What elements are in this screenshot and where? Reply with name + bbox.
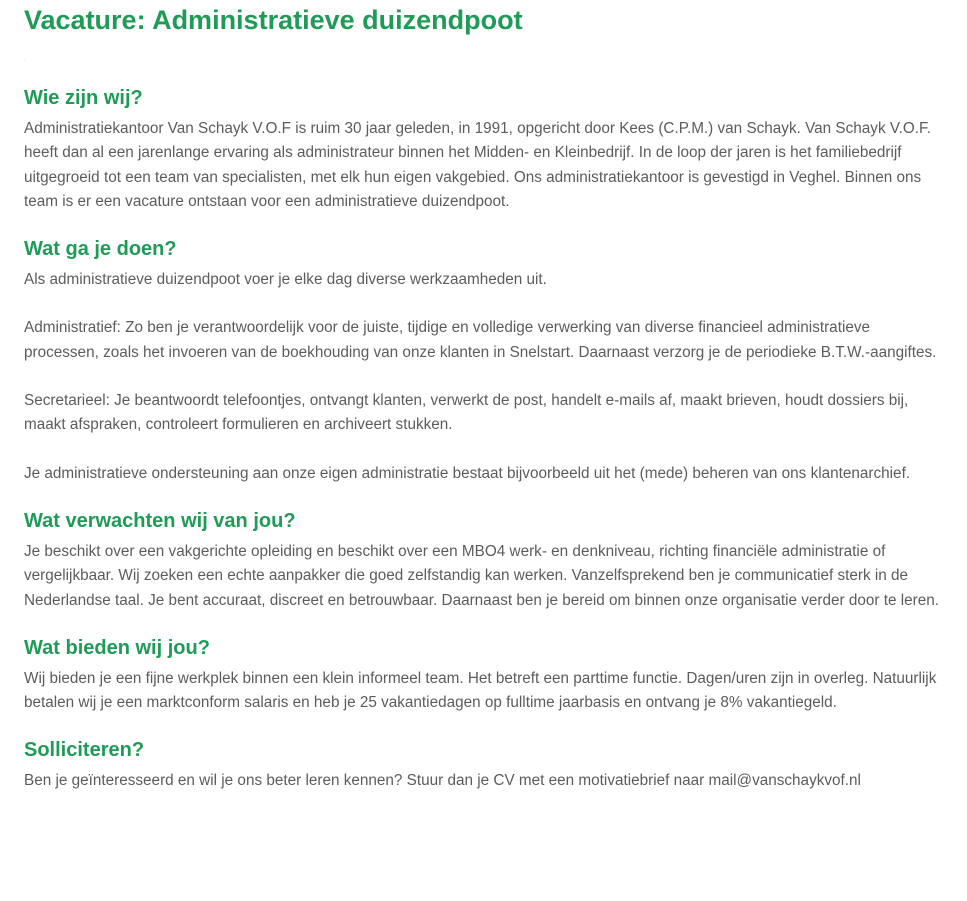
section-paragraph: Je beschikt over een vakgerichte opleiding en beschikt over een MBO4 werk- en denkniveau, richting financiële administratie of vergelijkbaar. Wij zoeken een echte aanpakker die goed zelfstandig kan werken. Vanzelfsprekend ben je communicatief sterk in de Nederlandse taal. Je bent accuraat, discreet en betrouwbaar. Daarnaast ben je bereid om binnen onze organisatie verder door te leren. <box>24 542 939 609</box>
section-what-we-expect <box>24 509 943 613</box>
section-paragraph: Wij bieden je een fijne werkplek binnen een klein informeel team. Het betreft een parttime functie. Dagen/uren zijn in overleg. Natuurlijk betalen wij je een marktconform salaris en heb je 25 vakantiedagen op fulltime jaarbasis en ontvang je 8% vakantiegeld. <box>24 669 937 712</box>
section-paragraph: Ben je geïnteresseerd en wil je ons beter leren kennen? Stuur dan je CV met een motivatiebrief naar mail@vanschaykvof.nl <box>24 772 861 790</box>
page-title: Vacature: Administratieve duizendpoot <box>24 5 523 35</box>
section-heading: Wat verwachten wij van jou? <box>24 509 296 532</box>
section-heading: Wat ga je doen? <box>24 238 177 261</box>
section-paragraph: Als administratieve duizendpoot voer je elke dag diverse werkzaamheden uit. <box>24 271 547 289</box>
section-heading: Wie zijn wij? <box>24 87 143 109</box>
decorative-dot: . <box>24 56 26 62</box>
section-heading: Wat bieden wij jou? <box>24 636 210 659</box>
section-heading: Solliciteren? <box>24 739 145 762</box>
section-paragraph: Administratiekantoor Van Schayk V.O.F is ruim 30 jaar geleden, in 1991, opgericht door Kees (C.P.M.) van Schayk. Van Schayk V.O.F. heeft dan al een jarenlange ervaring als administrateur binnen het Midden- en Kleinbedrijf. In de loop der jaren is het familiebedrijf uitgegroeid tot een team van specialisten, met elk hun eigen vakgebied. Ons administratiekantoor is gevestigd in Veghel. Binnen ons team is er een vacature ontstaan voor een administratieve duizendpoot. <box>24 120 931 210</box>
section-paragraph: Secretarieel: Je beantwoordt telefoontjes, ontvangt klanten, verwerkt de post, handelt e-mails af, maakt brieven, houdt dossiers bij, maakt afspraken, controleert formulieren en archiveert stukken. <box>24 392 909 434</box>
section-what-will-you-do <box>24 237 943 486</box>
section-paragraph: Je administratieve ondersteuning aan onze eigen administratie bestaat bijvoorbeeld uit het (mede) beheren van ons klantenarchief. <box>24 464 911 482</box>
section-paragraph: Administratief: Zo ben je verantwoordelijk voor de juiste, tijdige en volledige verwerking van diverse financieel administratieve processen, zoals het invoeren van de boekhouding van onze klanten in Snelstart. Daarnaast verzorg je de periodieke B.T.W.-aangiftes. <box>24 319 937 361</box>
section-who-are-we <box>24 86 943 214</box>
section-apply <box>24 738 943 793</box>
section-what-we-offer <box>24 636 943 716</box>
